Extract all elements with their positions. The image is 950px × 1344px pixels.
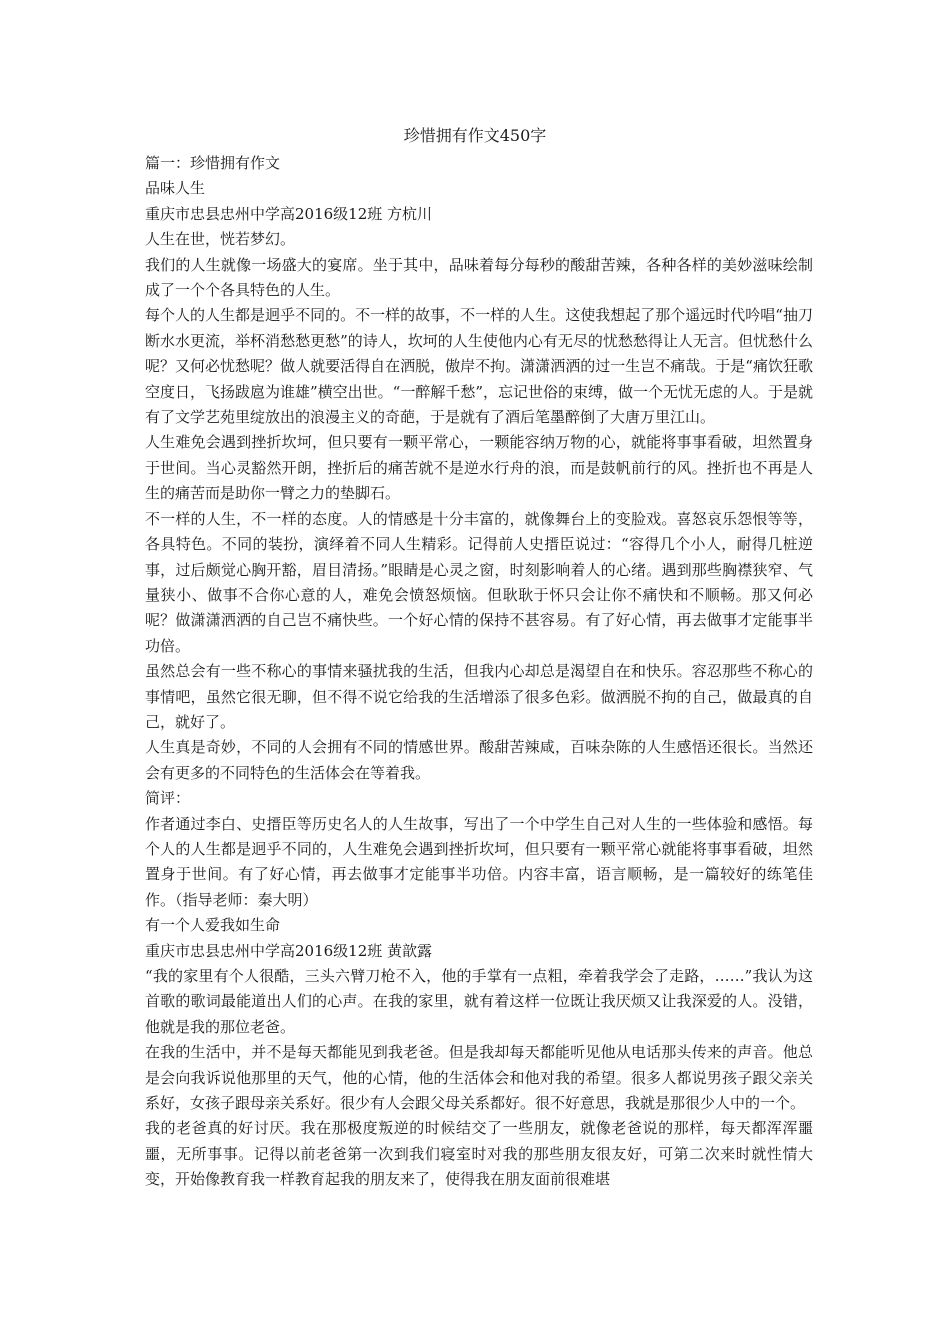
paragraph: 品味人生 [145, 179, 206, 198]
paragraph: 每个人的人生都是迥乎不同的。不一样的故事，不一样的人生。这使我想起了那个遥远时代吟唱“抽刀断水水更流，举杯消愁愁更愁”的诗人，坎坷的人生使他内心有无尽的忧愁愁得让人无言。但忧愁什么呢？又何必忧愁呢？做人就要活得自在洒脱，傲岸不拘。潇潇洒洒的过一生岂不痛哉。于是“痛饮狂歌空度日，飞扬跋扈为谁雄”横空出世。“一醉解千愁”，忘记世俗的束缚，做一个无忧无虑的人。于是就有了文学艺苑里绽放出的浪漫主义的奇葩，于是就有了酒后笔墨醉倒了大唐万里江山。 [145, 306, 814, 427]
paragraph: 我们的人生就像一场盛大的宴席。坐于其中，品味着每分每秒的酸甜苦辣，各种各样的美妙滋味绘制成了一个个各具特色的人生。 [145, 255, 813, 300]
paragraph: “我的家里有个人很酷，三头六臂刀枪不入，他的手掌有一点粗，牵着我学会了走路，……”我认为这首歌的歌词最能道出人们的心声。在我的家里，就有着这样一位既让我厌烦又让我深爱的人。没错，他就是我的那位老爸。 [145, 967, 813, 1036]
document-body [145, 151, 813, 1193]
paragraph: 人生难免会遇到挫折坎坷，但只要有一颗平常心，一颗能容纳万物的心，就能将事事看破，坦然置身于世间。当心灵豁然开朗，挫折后的痛苦就不是逆水行舟的浪，而是鼓帆前行的风。挫折也不再是人生的痛苦而是助你一臂之力的垫脚石。 [145, 433, 813, 503]
paragraph: 重庆市忠县忠州中学高2016级12班 方杭川 [145, 204, 433, 223]
paragraph: 作者通过李白、史搢臣等历史名人的人生故事，写出了一个中学生自己对人生的一些体验和感悟。每个人的人生都是迥乎不同的，人生难免会遇到挫折坎坷，但只要有一颗平常心就能将事事看破，坦然置身于世间。有了好心情，再去做事才定能事半功倍。内容丰富，语言顺畅，是一篇较好的练笔佳作。（指导老师：秦大明） [145, 814, 813, 909]
paragraph: 人生真是奇妙，不同的人会拥有不同的情感世界。酸甜苦辣咸，百味杂陈的人生感悟还很长。当然还会有更多的不同特色的生活体会在等着我。 [145, 738, 813, 782]
paragraph: 虽然总会有一些不称心的事情来骚扰我的生活，但我内心却总是渴望自在和快乐。容忍那些不称心的事情吧，虽然它很无聊，但不得不说它给我的生活增添了很多色彩。做洒脱不拘的自己，做最真的自己，就好了。 [145, 662, 813, 731]
paragraph: 有一个人爱我如生命 [145, 916, 281, 935]
paragraph: 人生在世，恍若梦幻。 [145, 230, 296, 249]
document-title: 珍惜拥有作文450字 [403, 126, 547, 145]
paragraph: 我的老爸真的好讨厌。我在那极度叛逆的时候结交了一些朋友，就像老爸说的那样，每天都浑浑噩噩，无所事事。记得以前老爸第一次到我们寝室时对我的那些朋友很友好，可第二次来时就性情大变，开始像教育我一样教育起我的朋友来了，使得我在朋友面前很难堪 [145, 1119, 813, 1189]
paragraph: 在我的生活中，并不是每天都能见到我老爸。但是我却每天都能听见他从电话那头传来的声音。他总是会向我诉说他那里的天气，他的心情，他的生活体会和他对我的希望。很多人都说男孩子跟父亲关系好，女孩子跟母亲关系好。很少有人会跟父母关系都好。很不好意思，我就是那很少人中的一个。 [145, 1043, 813, 1113]
paragraph: 重庆市忠县忠州中学高2016级12班 黄歆露 [145, 941, 433, 960]
paragraph: 简评： [145, 789, 191, 808]
paragraph: 篇一：珍惜拥有作文 [145, 154, 281, 172]
paragraph: 不一样的人生，不一样的态度。人的情感是十分丰富的，就像舞台上的变脸戏。喜怒哀乐怨恨等等，各具特色。不同的装扮，演绎着不同人生精彩。记得前人史搢臣说过：“容得几个小人，耐得几桩逆事，过后颇觉心胸开豁，眉目清扬。”眼睛是心灵之窗，时刻影响着人的心绪。遇到那些胸襟狭窄、气量狭小、做事不合你心意的人，难免会愤怒烦恼。但耿耿于怀只会让你不痛快和不顺畅。那又何必呢？做潇潇洒洒的自己岂不痛快些。一个好心情的保持不甚容易。有了好心情，再去做事才定能事半功倍。 [145, 509, 813, 655]
